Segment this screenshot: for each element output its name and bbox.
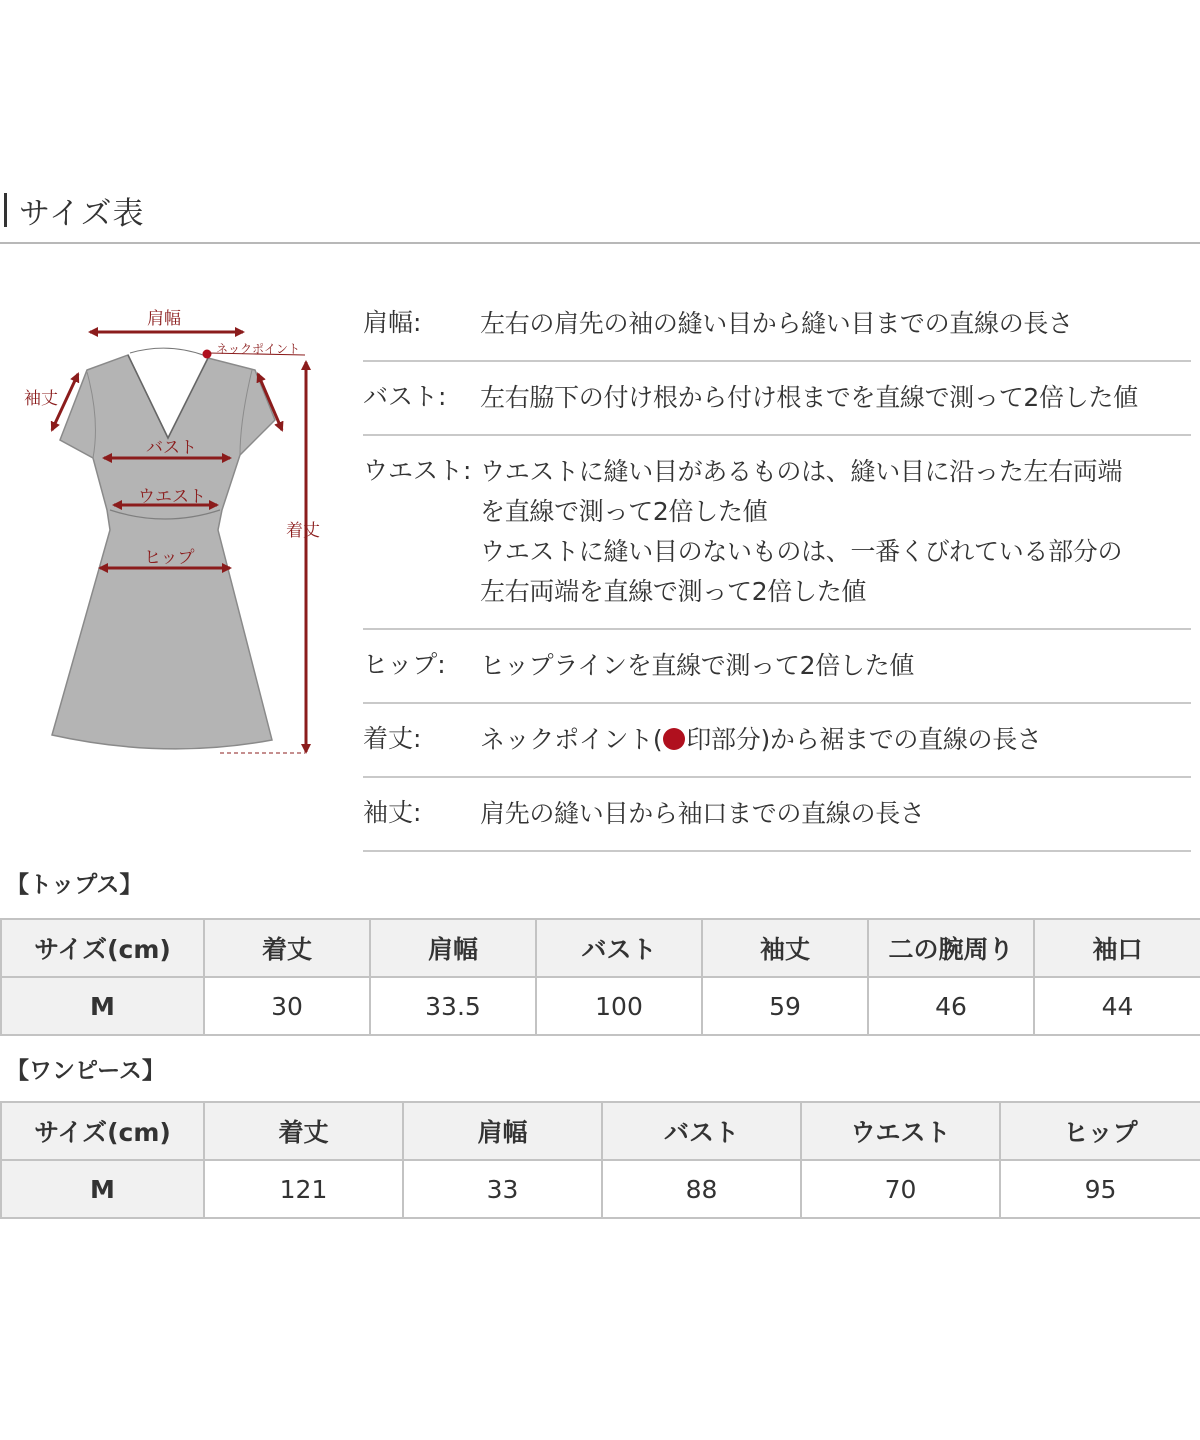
def-term: バスト: — [363, 382, 447, 411]
size-cell: M — [1, 977, 204, 1035]
def-description — [480, 794, 1191, 834]
tops-heading: 【トップス】 — [6, 872, 143, 898]
header-cell: バスト — [602, 1102, 801, 1160]
def-description — [480, 378, 1191, 418]
value-cell: 33.5 — [370, 977, 536, 1035]
label-neck-point: ネックポイント — [216, 342, 301, 356]
def-sleeve — [363, 778, 1191, 852]
label-hip: ヒップ — [144, 548, 195, 568]
label-shoulder: 肩幅 — [147, 309, 181, 329]
table-header-row — [1, 1102, 1200, 1160]
def-term: 肩幅: — [363, 308, 422, 337]
value-cell: 95 — [1000, 1160, 1200, 1218]
header-cell: 着丈 — [204, 919, 370, 977]
header-cell: 二の腕周り — [868, 919, 1034, 977]
header-cell: ヒップ — [1000, 1102, 1200, 1160]
def-hip — [363, 630, 1191, 704]
def-line: 肩先の縫い目から袖口までの直線の長さ — [480, 799, 925, 828]
header-cell: 肩幅 — [370, 919, 536, 977]
onepiece-heading: 【ワンピース】 — [6, 1058, 165, 1084]
value-cell: 100 — [536, 977, 702, 1035]
def-description — [480, 452, 1191, 612]
measurement-definitions — [363, 288, 1191, 852]
table-row — [1, 977, 1200, 1035]
def-line: ヒップラインを直線で測って2倍した値 — [480, 651, 915, 680]
value-cell: 46 — [868, 977, 1034, 1035]
def-line: 左右両端を直線で測って2倍した値 — [480, 577, 867, 606]
label-length: 着丈 — [286, 521, 320, 541]
title-divider — [0, 242, 1200, 244]
value-cell: 70 — [801, 1160, 1000, 1218]
header-cell: サイズ(cm) — [1, 919, 204, 977]
def-line — [480, 720, 1191, 760]
def-length — [363, 704, 1191, 778]
label-bust: バスト — [146, 438, 197, 458]
def-line: を直線で測って2倍した値 — [480, 497, 768, 526]
header-cell: 着丈 — [204, 1102, 403, 1160]
value-cell: 121 — [204, 1160, 403, 1218]
red-dot-icon — [663, 728, 685, 750]
def-line: ウエストに縫い目があるものは、縫い目に沿った左右両端 — [480, 457, 1123, 486]
neck-point-dot — [203, 350, 212, 359]
header-cell: サイズ(cm) — [1, 1102, 204, 1160]
def-description — [480, 646, 1191, 686]
page-title — [4, 190, 145, 230]
header-cell: 肩幅 — [403, 1102, 602, 1160]
label-waist: ウエスト — [138, 487, 206, 507]
page-title-text: サイズ表 — [19, 195, 145, 232]
def-waist — [363, 436, 1191, 630]
def-line: ウエストに縫い目のないものは、一番くびれている部分の — [480, 537, 1123, 566]
def-line: 左右脇下の付け根から付け根までを直線で測って2倍した値 — [480, 383, 1138, 412]
tops-size-table — [0, 918, 1200, 1036]
value-cell: 30 — [204, 977, 370, 1035]
def-line: 左右の肩先の袖の縫い目から縫い目までの直線の長さ — [480, 309, 1073, 338]
def-term: 着丈: — [363, 724, 422, 753]
value-cell: 44 — [1034, 977, 1200, 1035]
def-line-part: 印部分)から裾までの直線の長さ — [686, 725, 1042, 754]
label-sleeve: 袖丈 — [24, 389, 58, 409]
def-term: ウエスト: — [363, 456, 472, 485]
onepiece-size-table — [0, 1101, 1200, 1219]
header-cell: 袖口 — [1034, 919, 1200, 977]
value-cell: 59 — [702, 977, 868, 1035]
def-description — [480, 304, 1191, 344]
header-cell: 袖丈 — [702, 919, 868, 977]
value-cell: 33 — [403, 1160, 602, 1218]
def-bust — [363, 362, 1191, 436]
garment-diagram — [0, 290, 340, 770]
value-cell: 88 — [602, 1160, 801, 1218]
table-header-row — [1, 919, 1200, 977]
header-cell: ウエスト — [801, 1102, 1000, 1160]
def-description — [480, 720, 1191, 760]
def-term: ヒップ: — [363, 650, 446, 679]
def-term: 袖丈: — [363, 798, 422, 827]
size-cell: M — [1, 1160, 204, 1218]
def-shoulder — [363, 288, 1191, 362]
table-row — [1, 1160, 1200, 1218]
header-cell: バスト — [536, 919, 702, 977]
def-line-part: ネックポイント( — [480, 725, 663, 754]
title-accent-bar — [4, 193, 7, 227]
